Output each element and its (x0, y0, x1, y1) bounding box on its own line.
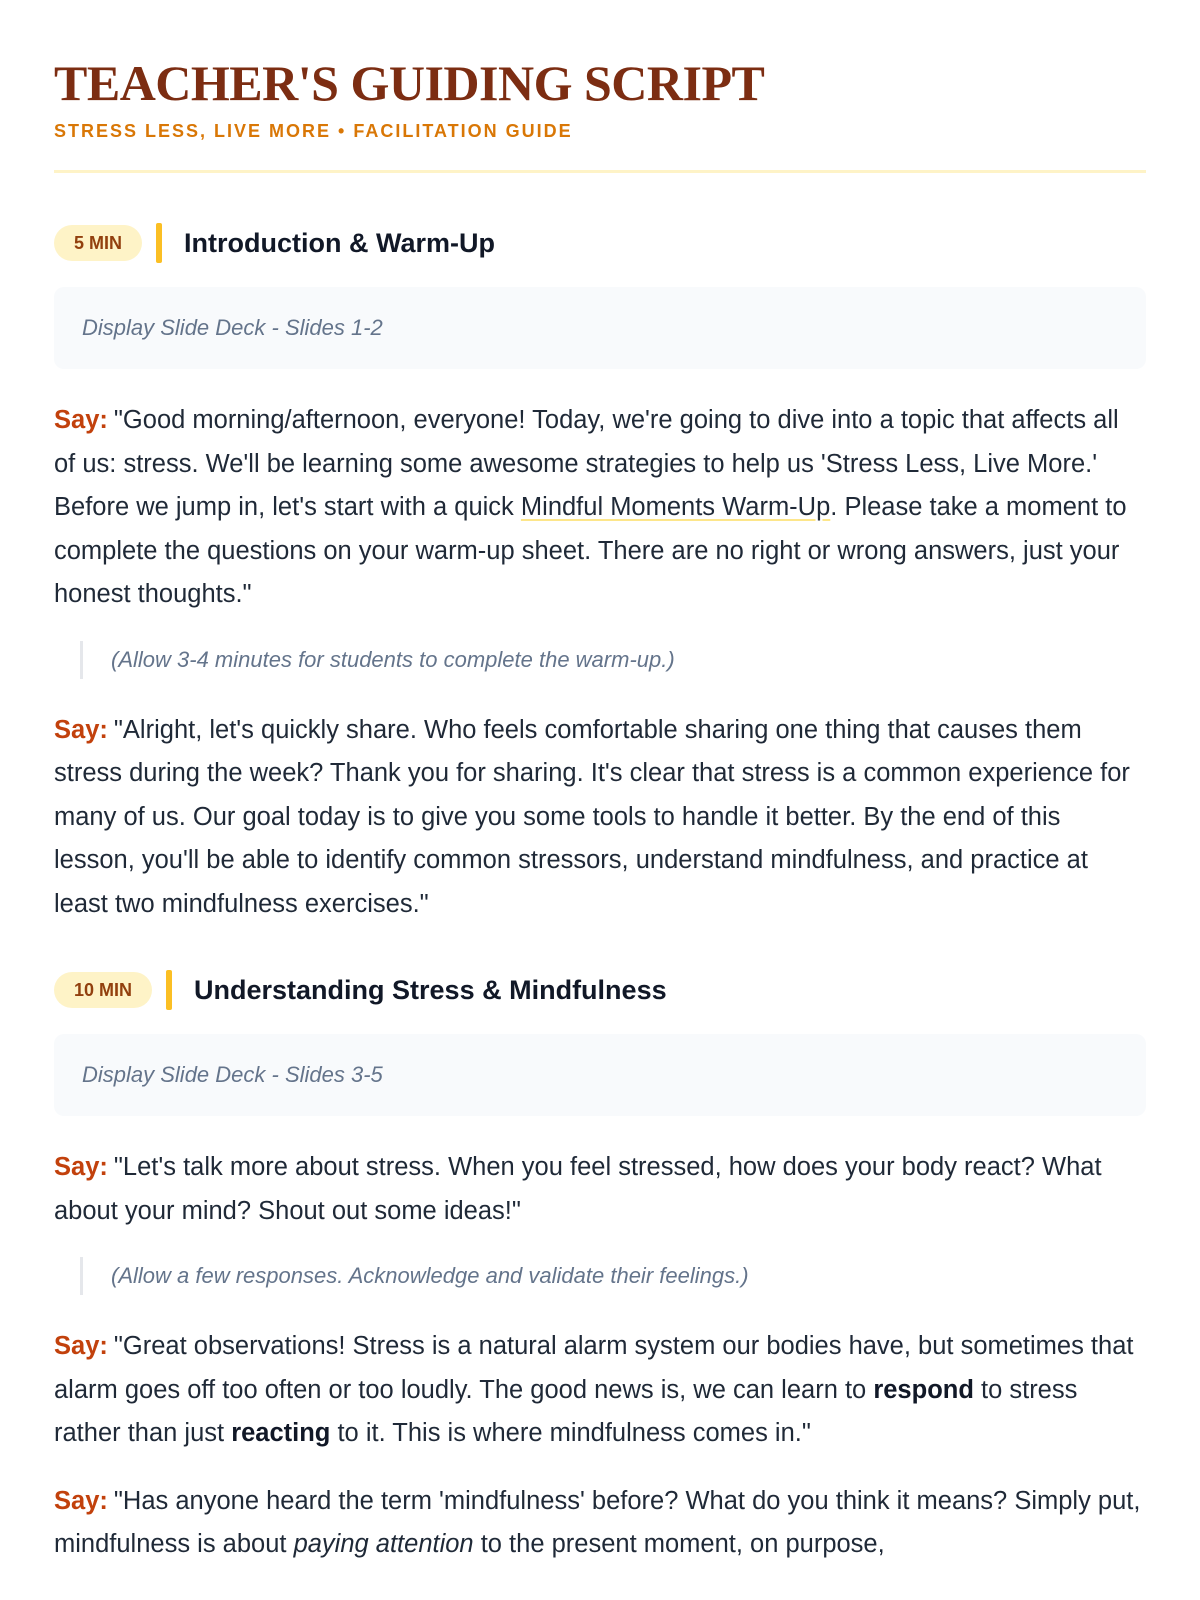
section-introduction (54, 223, 1146, 926)
say-text: "Has anyone heard the term 'mindfulness' before? What do you think it means? Simply put, mindfulness is about (54, 1486, 1141, 1558)
say-paragraph (54, 1480, 1146, 1567)
say-text: "Alright, let's quickly share. Who feels comfortable sharing one thing that causes them stress during the week? Thank you for sharing. It's clear that stress is a common experience for many of us. Our goal today is to give you some tools to handle it better. By the end of this lesson, you'll be able to identify common stressors, understand mindfulness, and practice at least two mindfulness exercises." (54, 715, 1130, 918)
facilitator-note: (Allow 3-4 minutes for students to complete the warm-up.) (80, 641, 1146, 679)
say-paragraph (54, 399, 1146, 617)
say-paragraph (54, 1325, 1146, 1456)
slide-instruction: Display Slide Deck - Slides 3-5 (54, 1034, 1146, 1116)
say-paragraph (54, 709, 1146, 927)
say-text: to it. This is where mindfulness comes in." (330, 1419, 811, 1447)
section-accent-bar (156, 223, 162, 263)
section-header (54, 223, 1146, 263)
emphasis-reacting: reacting (231, 1419, 331, 1447)
say-label: Say: (54, 715, 108, 744)
time-badge: 10 MIN (54, 972, 152, 1008)
say-label: Say: (54, 1153, 108, 1181)
page-subtitle: STRESS LESS, LIVE MORE • FACILITATION GUIDE (54, 121, 573, 141)
emphasis-respond: respond (873, 1375, 974, 1404)
section-accent-bar (166, 970, 172, 1010)
say-paragraph (54, 1146, 1146, 1233)
say-label: Say: (54, 1486, 108, 1515)
page-title: TEACHER'S GUIDING SCRIPT (54, 55, 765, 111)
facilitator-note: (Allow a few responses. Acknowledge and validate their feelings.) (80, 1257, 1146, 1295)
header-divider (54, 170, 1146, 173)
say-text: to stress rather than just (54, 1375, 1078, 1447)
section-title: Introduction & Warm-Up (184, 227, 495, 258)
say-text: "Let's talk more about stress. When you feel stressed, how does your body react? What about your mind? Shout out some ideas!" (54, 1153, 1102, 1225)
say-text: "Good morning/afternoon, everyone! Today, we're going to dive into a topic that affects all of us: stress. We'll be learning some awesome strategies to help us 'Stress Less, Live More.' Before we jump in, let's start with a quick (54, 406, 1119, 521)
term-link: Mindful Moments Warm-Up (520, 493, 831, 521)
section-understanding-stress (54, 970, 1146, 1567)
say-label: Say: (54, 406, 108, 434)
say-text: . Please take a moment to complete the questions on your warm-up sheet. There are no right or wrong answers, just your honest thoughts." (54, 493, 1127, 608)
say-text: to the present moment, on purpose, (473, 1530, 885, 1558)
say-label: Say: (54, 1332, 108, 1360)
emphasis-paying-attention: paying attention (293, 1530, 474, 1558)
time-badge: 5 MIN (54, 225, 142, 261)
say-text: "Great observations! Stress is a natural alarm system our bodies have, but sometimes that alarm goes off too often or too loudly. The good news is, we can learn to (54, 1332, 1134, 1404)
section-header (54, 970, 1146, 1010)
section-title: Understanding Stress & Mindfulness (194, 974, 667, 1005)
slide-instruction: Display Slide Deck - Slides 1-2 (54, 287, 1146, 369)
